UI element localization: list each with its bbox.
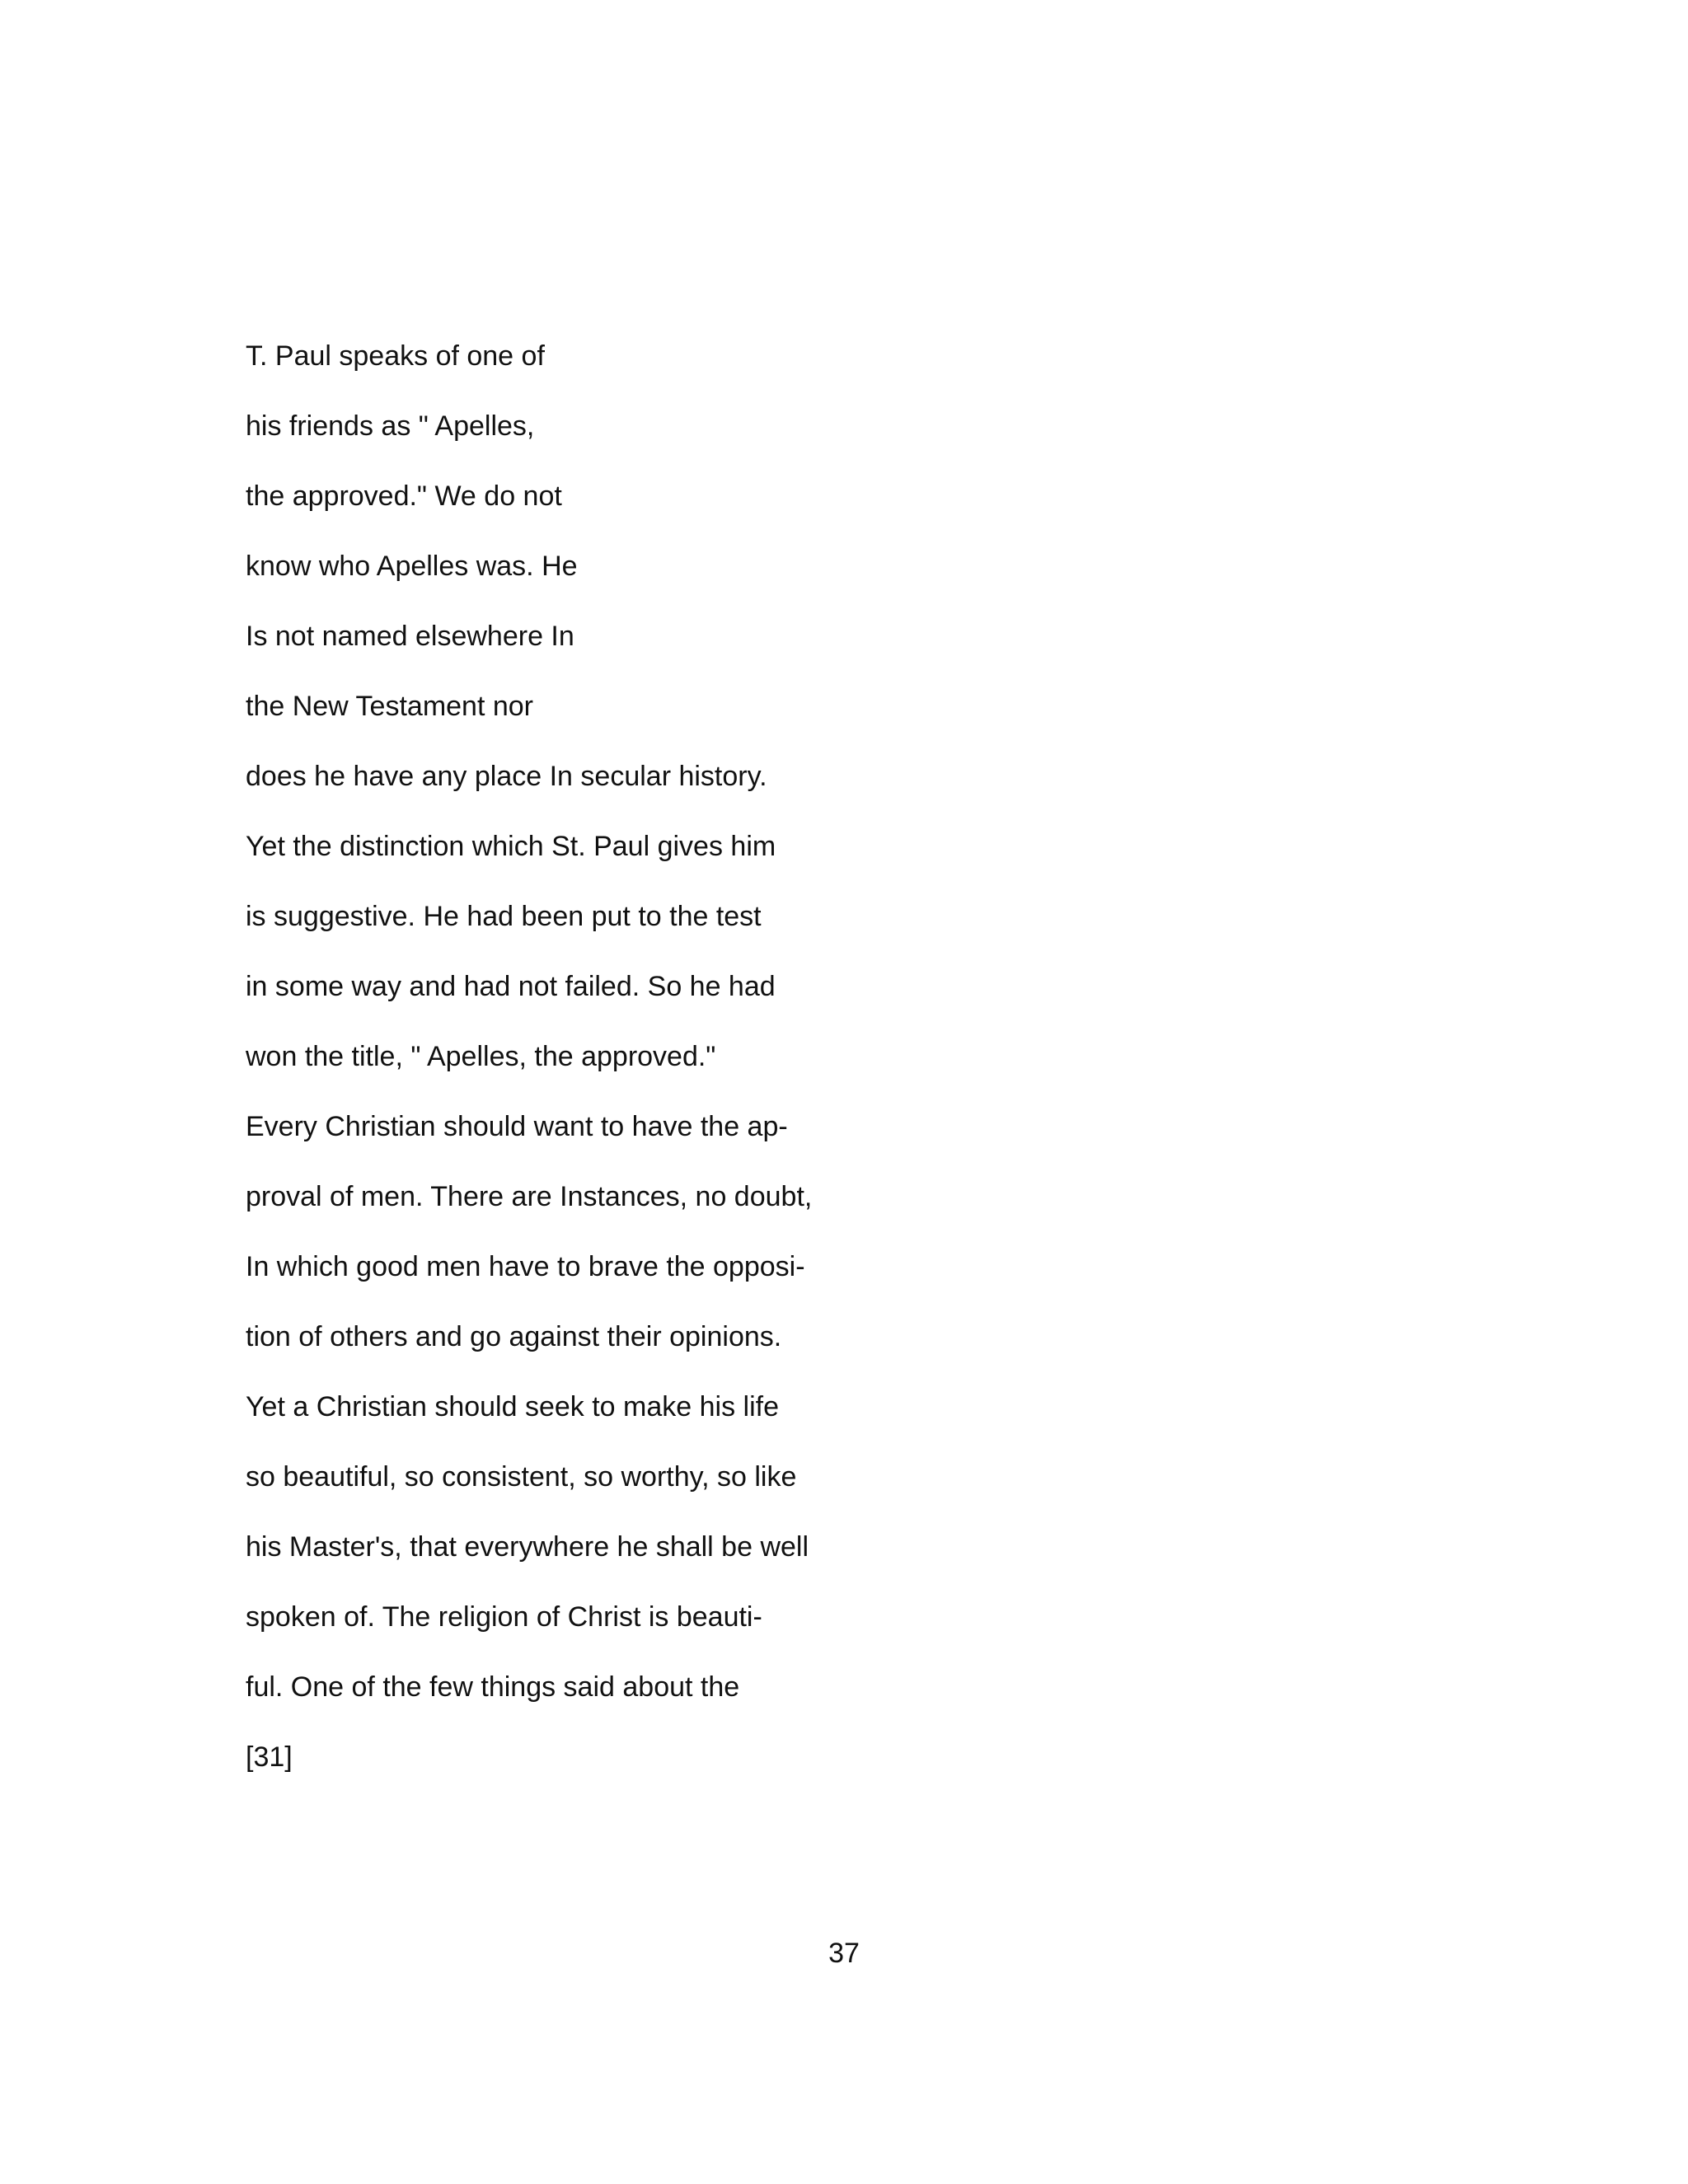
text-line: so beautiful, so consistent, so worthy, so like: [246, 1461, 797, 1493]
text-line: Yet the distinction which St. Paul gives him: [246, 831, 776, 862]
text-line: tion of others and go against their opinions.: [246, 1321, 782, 1352]
text-line: does he have any place In secular history.: [246, 761, 767, 792]
text-line: is suggestive. He had been put to the test: [246, 901, 762, 932]
text-line: know who Apelles was. He: [246, 551, 578, 582]
text-line: Is not named elsewhere In: [246, 621, 574, 652]
page-number: 37: [828, 1938, 860, 1969]
original-page-marker: [31]: [246, 1741, 293, 1773]
text-line: Every Christian should want to have the ap-: [246, 1111, 788, 1142]
text-line: the New Testament nor: [246, 691, 533, 722]
text-line: In which good men have to brave the opposi-: [246, 1251, 805, 1282]
text-line: in some way and had not failed. So he had: [246, 971, 776, 1002]
text-line: proval of men. There are Instances, no doubt,: [246, 1181, 813, 1212]
text-line: won the title, " Apelles, the approved.": [246, 1041, 716, 1072]
body-text: [246, 331, 1317, 1802]
text-line: his Master's, that everywhere he shall be well: [246, 1531, 809, 1563]
text-line: the approved." We do not: [246, 480, 562, 512]
text-line: ful. One of the few things said about the: [246, 1671, 740, 1703]
text-line: spoken of. The religion of Christ is beauti-: [246, 1601, 762, 1633]
text-line: T. Paul speaks of one of: [246, 340, 545, 372]
text-line: his friends as " Apelles,: [246, 410, 535, 442]
text-line: Yet a Christian should seek to make his life: [246, 1391, 779, 1422]
